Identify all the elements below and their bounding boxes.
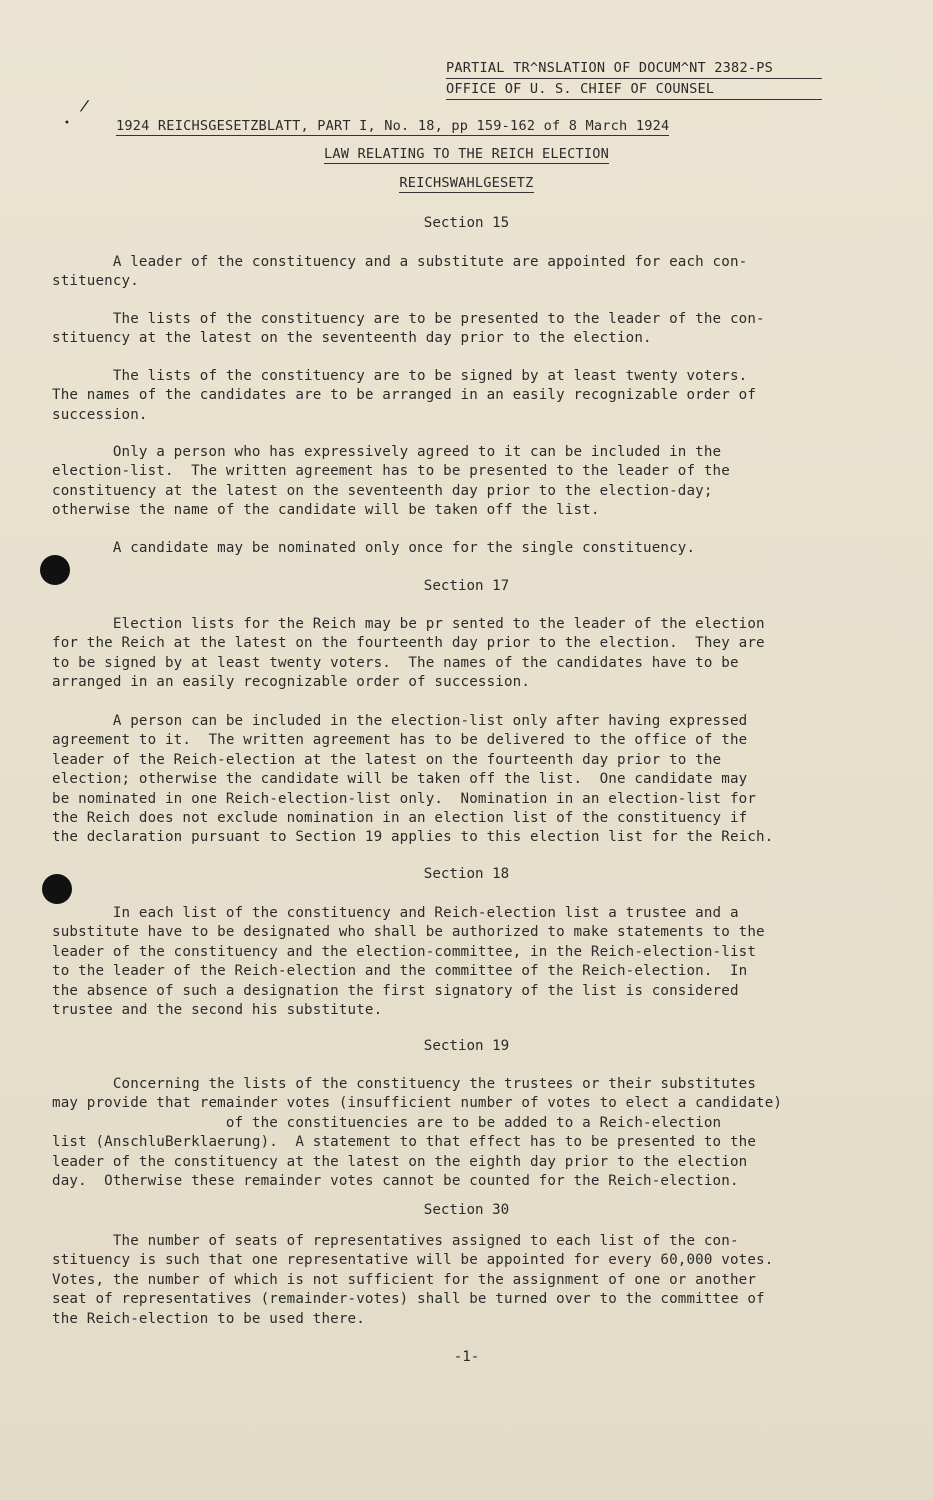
- paragraph: Election lists for the Reich may be pr sented to the leader of the election for the Reich at the latest on the fourteenth day prior to the election. They are to be signed by at least twenty voters. The names of the candidates have to be arranged in an easily recognizable order of succession.: [52, 616, 765, 691]
- header-line-1: PARTIAL TR^NSLATION OF DOCUM^NT 2382-PS: [446, 58, 822, 79]
- law-title-text: LAW RELATING TO THE REICH ELECTION: [323, 146, 610, 162]
- paragraph: Concerning the lists of the constituency the trustees or their substitutes may provide that remainder votes (insufficient number of votes to elect a candidate) of the constituencies are to be added to a Reich-election list (AnschluBerklaerung). A statement to that effect has to be presented to the leader of the constituency at the latest on the eighth day prior to the election day. Otherwise these remainder votes cannot be counted for the Reich-election.: [52, 1076, 783, 1190]
- paragraph: In each list of the constituency and Reich-election list a trustee and a substitute have to be designated who shall be authorized to make statements to the leader of the constituency and the election-committee, in the Reich-election-list to the leader of the Reich-election and the committee of the Reich-election. In the absence of such a designation the first signatory of the list is considered trustee and the second his substitute.: [52, 905, 765, 1019]
- paragraph: A leader of the constituency and a substitute are appointed for each con- stituency.: [52, 254, 748, 290]
- section-title: Section 15: [423, 215, 510, 231]
- paragraph: A person can be included in the election-list only after having expressed agreement to it. The written agreement has to be delivered to the office of the leader of the Reich-election at the latest on the fourteenth day prior to the election; otherwise the candidate will be taken off the list. One candidate may be nominated in one Reich-election-list only. Nomination in an election-list for the Reich does not exclude nomination in an election list of the constituency if the declaration pursuant to Section 19 applies to this election list for the Reich.: [52, 713, 774, 846]
- section-title: Section 19: [423, 1038, 510, 1054]
- paragraph: The lists of the constituency are to be signed by at least twenty voters. The names of the candidates are to be arranged in an easily recognizable order of succession.: [52, 368, 757, 423]
- pen-mark: /: [79, 95, 91, 116]
- law-title: [0, 146, 933, 162]
- header-line-2: OFFICE OF U. S. CHIEF OF COUNSEL: [446, 79, 822, 100]
- page-number: -1-: [453, 1349, 480, 1365]
- paragraph: The lists of the constituency are to be presented to the leader of the con- stituency at the latest on the seventeenth day prior to the election.: [52, 311, 765, 347]
- paragraph: Only a person who has expressively agreed to it can be included in the election-list. The written agreement has to be presented to the leader of the constituency at the latest on the seventeenth day prior to the election-day; otherwise the name of the candidate will be taken off the list.: [52, 444, 730, 519]
- citation-line: 1924 REICHSGESETZBLATT, PART I, No. 18, pp 159-162 of 8 March 1924: [116, 118, 670, 134]
- margin-dot-mark: •: [64, 118, 70, 129]
- section-title: Section 18: [423, 866, 510, 882]
- section-title: Section 17: [423, 578, 510, 594]
- paragraph: A candidate may be nominated only once for the single constituency.: [52, 540, 696, 556]
- section-title: Section 30: [423, 1202, 510, 1218]
- law-subtitle: [0, 175, 933, 191]
- paragraph: The number of seats of representatives assigned to each list of the con- stituency is such that one representative will be appointed for every 60,000 votes. Votes, the number of which is not sufficient for the assignment of one or another seat of representatives (remainder-votes) shall be turned over to the committee of the Reich-election to be used there.: [52, 1233, 774, 1327]
- translation-header: [446, 58, 822, 100]
- law-subtitle-text: REICHSWAHLGESETZ: [399, 175, 534, 191]
